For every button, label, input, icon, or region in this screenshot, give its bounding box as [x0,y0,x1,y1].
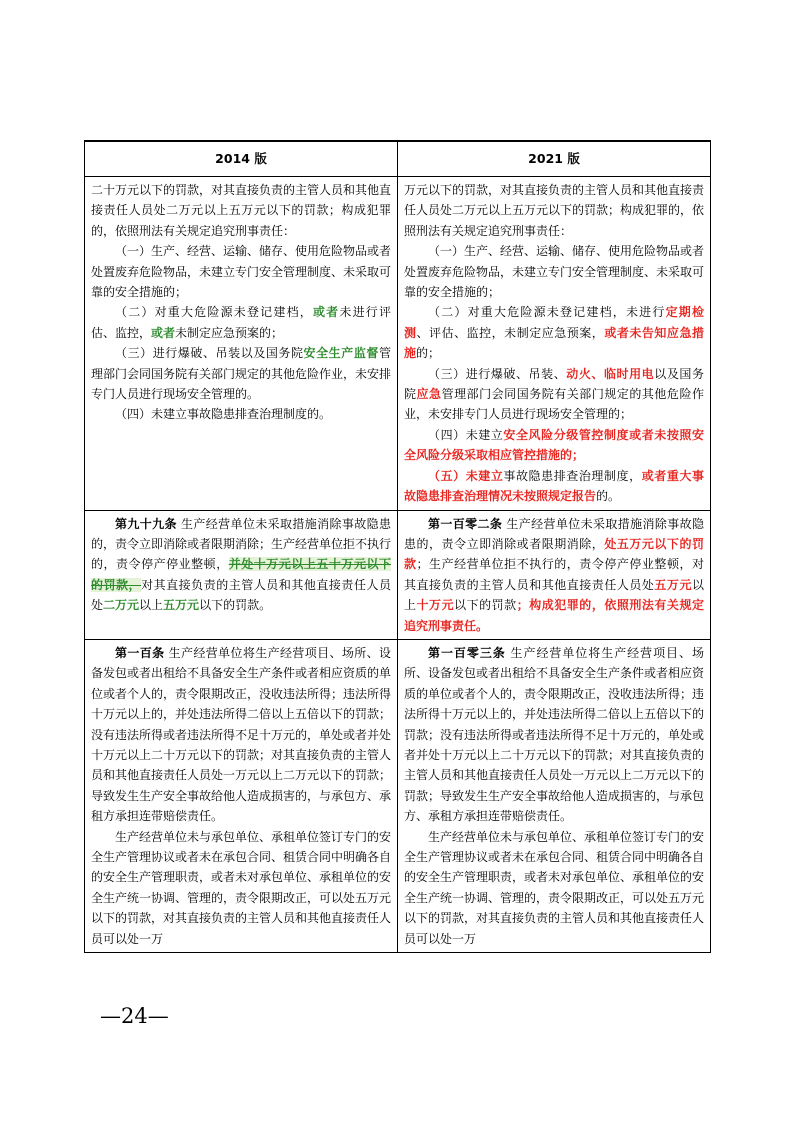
article-number: 第九十九条 [115,516,177,531]
text-run: ；生产经营单位拒不执行的，责令停产停业整顿，对其直接负责的主管人员和其他直接责任人员处 [404,557,704,592]
cell-2021 [398,510,711,639]
text-run: 管理部门会同国务院有关部门规定的其他危险作业，未安排专门人员进行现场安全管理的。 [91,346,392,402]
text-run: （四）未建立 [428,427,504,442]
header-2021: 2021 版 [398,141,711,177]
text-run: 、评估、监控，未制定应急预案， [416,325,605,340]
added-text: 处五万元以下的罚款 [404,536,704,572]
text-run: （二）对重大危险源未登记建档，未进行 [428,305,666,320]
paragraph [404,302,704,363]
text-run: 以及国务院 [404,366,704,402]
text-run: （二）对重大危险源未登记建档， [115,305,313,320]
text-run: 以上 [404,577,704,613]
table-row [85,177,711,511]
text-run: 对其直接负责的主管人员和其他直接责任人员处 [91,577,391,613]
cell-2014 [85,177,398,511]
added-text: 安全风险分级管控制度或者未按照安全风险分级采取相应管控措施的； [404,427,704,463]
text-run: 生产经营单位未采取措施消除事故隐患的，责令立即消除或者限期消除， [404,516,704,551]
paragraph [91,643,391,827]
text-run: 未进行评估、监控， [91,305,391,340]
paragraph [91,343,391,404]
added-text: 定期检测 [404,305,704,340]
added-text: 动火、临时用电 [566,366,655,381]
added-text: 应急 [416,387,442,402]
added-text: （五）未建立 [428,468,504,483]
deleted-text: 二万元 [103,598,140,613]
article-number: 第一百条 [115,645,165,660]
text-run: 以上 [139,598,164,613]
article-number: 第一百零三条 [428,645,506,660]
paragraph: 生产经营单位未与承包单位、承租单位签订专门的安全生产管理协议或者未在承包合同、租赁合同中明确各自的安全生产管理职责，或者未对承包单位、承租单位的安全生产统一协调、管理的，责令限期改正，可以处五万元以下的罚款，对其直接负责的主管人员和其他直接责任人员可以处一万 [404,829,705,946]
paragraph: （四）未建立事故隐患排查治理制度的。 [115,407,332,422]
page-number: —24— [100,1004,169,1028]
added-text: 五万元 [654,577,692,592]
text-run: 的； [416,346,441,361]
table-row [85,639,711,952]
text-run: 的。 [596,489,621,504]
table-row [85,510,711,639]
text-run: 以下的罚款。 [199,598,272,613]
paragraph [404,364,704,425]
cell-2014 [85,639,398,952]
paragraph: 二十万元以下的罚款，对其直接负责的主管人员和其他直接责任人员处二万元以上五万元以下的罚款；构成犯罪的，依照刑法有关规定追究刑事责任： [91,183,392,238]
article-number: 第一百零二条 [428,516,503,531]
table-header-row [85,141,711,177]
cell-2021 [398,177,711,511]
added-text: 十万元 [416,598,455,613]
cell-2021 [398,639,711,952]
added-text: 或者重大事故隐患排查治理情况未按照规定报告 [404,468,704,504]
comparison-table [84,140,711,953]
paragraph [91,514,391,616]
text-run: 未制定应急预案的； [175,325,284,340]
text-run: 事故隐患排查治理制度， [503,468,642,483]
text-run: 管理部门会同国务院有关部门规定的其他危险作业，未安排专门人员进行现场安全管理的； [404,387,704,422]
paragraph [404,514,704,636]
paragraph: 生产经营单位未与承包单位、承租单位签订专门的安全生产管理协议或者未在承包合同、租赁合同中明确各自的安全生产管理职责，或者未对承包单位、承租单位的安全生产统一协调、管理的，责令限期改正，可以处五万元以下的罚款，对其直接负责的主管人员和其他直接责任人员可以处一万 [91,829,392,946]
added-text: ；构成犯罪的，依照刑法有关规定追究刑事责任。 [404,598,704,633]
paragraph [91,302,391,343]
added-text: 或者未告知应急措施 [404,325,704,361]
paragraph: 万元以下的罚款，对其直接负责的主管人员和其他直接责任人员处二万元以上五万元以下的罚款；构成犯罪的，依照刑法有关规定追究刑事责任： [404,183,705,238]
header-2014: 2014 版 [85,141,398,177]
paragraph [404,643,704,827]
paragraph: （一）生产、经营、运输、储存、使用危险物品或者处置废弃危险物品，未建立专门安全管理制度、未采取可靠的安全措施的； [91,244,392,300]
text-run: （三）进行爆破、吊装以及国务院 [115,346,304,361]
deleted-text: 或者 [312,305,340,320]
paragraph: （一）生产、经营、运输、储存、使用危险物品或者处置废弃危险物品，未建立专门安全管理制度、未采取可靠的安全措施的； [404,244,705,300]
deleted-text: 安全生产监督 [303,346,379,361]
text-run: 生产经营单位将生产经营项目、场所、设备发包或者出租给不具备安全生产条件或者相应资质的单位或者个人的，责令限期改正，没收违法所得；违法所得十万元以上的，并处违法所得二倍以上五倍以下的罚款；没有违法所得或者违法所得不足十万元的，单处或者并处十万元以上二十万元以下的罚款；对其直接负责的主管人员和其他直接责任人员处一万元以上二万元以下的罚款；导致发生生产安全事故给他人造成损害的，与承包方、承租方承担连带赔偿责任。 [91,645,392,824]
deleted-text: 五万元 [163,598,200,613]
paragraph [404,425,704,466]
text-run: 生产经营单位未采取措施消除事故隐患的，责令立即消除或者限期消除；生产经营单位拒不执行的，责令停产停业整顿， [91,516,392,572]
text-run: 生产经营单位将生产经营项目、场所、设备发包或者出租给不具备安全生产条件或者相应资质的单位或者个人的，责令限期改正，没收违法所得；违法所得十万元以上的，并处违法所得二倍以上五倍以下的罚款；没有违法所得或者违法所得不足十万元的，单处或者并处十万元以上二十万元以下的罚款；对其直接负责的主管人员和其他直接责任人员处一万元以上二万元以下的罚款；导致发生生产安全事故给他人造成损害的，与承包方、承租方承担连带赔偿责任。 [404,645,705,824]
deleted-text: 或者 [151,325,176,340]
text-run: 以下的罚款 [454,598,517,613]
text-run: （三）进行爆破、吊装、 [428,366,567,381]
paragraph [404,466,704,507]
cell-2014 [85,510,398,639]
deleted-text: 并处十万元以上五十万元以下的罚款， [91,557,391,592]
